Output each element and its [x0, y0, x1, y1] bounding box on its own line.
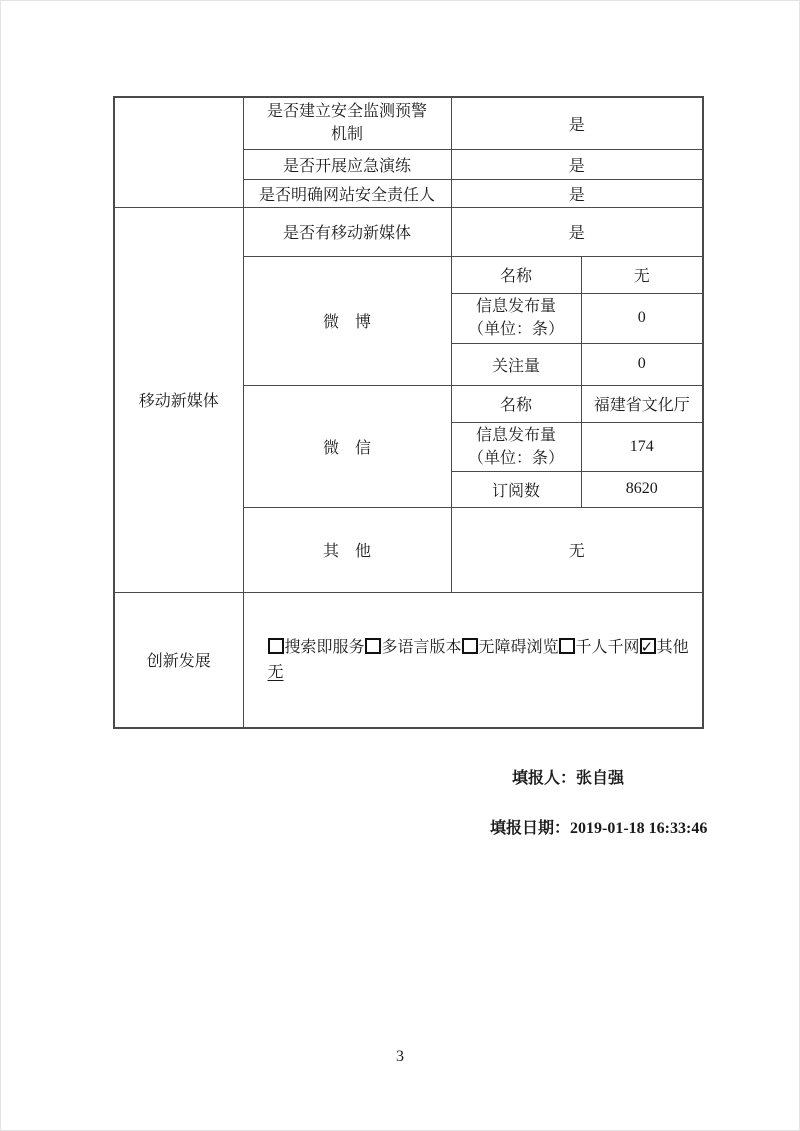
filler-date-value: 2019-01-18 16:33:46	[570, 820, 708, 837]
has-mobile-media-value-cell: 是	[451, 207, 703, 256]
other-media-value-cell: 无	[451, 507, 703, 592]
checkbox-label: 搜索即服务	[284, 638, 365, 656]
weibo-followers-label-cell: 关注量	[451, 343, 581, 385]
weibo-name-value-cell: 无	[581, 256, 703, 293]
security-officer-value-cell: 是	[451, 179, 703, 207]
weibo-label-cell: 微 博	[243, 256, 451, 385]
checkbox-option	[640, 639, 689, 656]
table-row	[114, 592, 703, 728]
wechat-name-value-cell: 福建省文化厅	[581, 385, 703, 422]
wechat-subscribers-label-cell: 订阅数	[451, 471, 581, 507]
filler-date-label: 填报日期：	[490, 820, 571, 837]
checkbox-option	[268, 639, 365, 656]
filler-person-label: 填报人：	[512, 770, 577, 787]
has-mobile-media-label-cell: 是否有移动新媒体	[243, 207, 451, 256]
filler-person-line	[512, 765, 624, 788]
innovation-other-line	[268, 660, 697, 685]
table-row	[114, 207, 703, 256]
label-line: 信息发布量	[475, 426, 556, 444]
unchecked-checkbox-icon	[462, 638, 478, 654]
wechat-posts-value-cell: 174	[581, 422, 703, 471]
unchecked-checkbox-icon	[268, 638, 284, 654]
checkbox-label: 无障碍浏览	[478, 638, 559, 656]
checkbox-label: 其他	[656, 638, 689, 656]
weibo-posts-value-cell: 0	[581, 293, 703, 343]
label-line: 机制	[330, 126, 363, 144]
page-number: 3	[396, 1048, 404, 1065]
weibo-followers-value-cell: 0	[581, 343, 703, 385]
mobile-media-section-header-cell: 移动新媒体	[114, 207, 243, 592]
weibo-name-label-cell: 名称	[451, 256, 581, 293]
label-line: （单位：条）	[467, 321, 564, 338]
checkbox-option	[559, 639, 640, 656]
annual-report-table	[113, 96, 704, 729]
wechat-label-cell: 微 信	[243, 385, 451, 507]
checkbox-option	[462, 639, 559, 656]
label-line: （单位：条）	[467, 449, 564, 467]
innovation-content-cell	[243, 592, 703, 728]
security-section-header-cell	[114, 97, 243, 207]
label-line: 信息发布量	[475, 298, 556, 315]
innovation-section-header-cell: 创新发展	[114, 592, 243, 728]
emergency-drill-label-cell: 是否开展应急演练	[243, 149, 451, 179]
security-monitoring-value-cell: 是	[451, 97, 703, 149]
filler-person-name: 张自强	[576, 770, 625, 787]
checkbox-label: 千人千网	[575, 638, 640, 656]
wechat-subscribers-value-cell: 8620	[581, 471, 703, 507]
other-media-label-cell: 其 他	[243, 507, 451, 592]
checkbox-label: 多语言版本	[381, 638, 462, 656]
filler-date-line	[490, 815, 707, 838]
checkbox-option	[365, 639, 462, 656]
emergency-drill-value-cell: 是	[451, 149, 703, 179]
wechat-name-label-cell: 名称	[451, 385, 581, 422]
innovation-checkbox-row	[268, 635, 697, 660]
label-line: 是否建立安全监测预警	[266, 103, 427, 121]
wechat-posts-label-cell	[451, 422, 581, 471]
security-officer-label-cell: 是否明确网站安全责任人	[243, 179, 451, 207]
table-row	[114, 97, 703, 149]
unchecked-checkbox-icon	[365, 638, 381, 654]
checked-checkbox-icon	[640, 638, 656, 654]
weibo-posts-label-cell	[451, 293, 581, 343]
innovation-other-value: 无	[267, 663, 284, 681]
unchecked-checkbox-icon	[559, 638, 575, 654]
security-monitoring-label-cell	[243, 97, 451, 149]
